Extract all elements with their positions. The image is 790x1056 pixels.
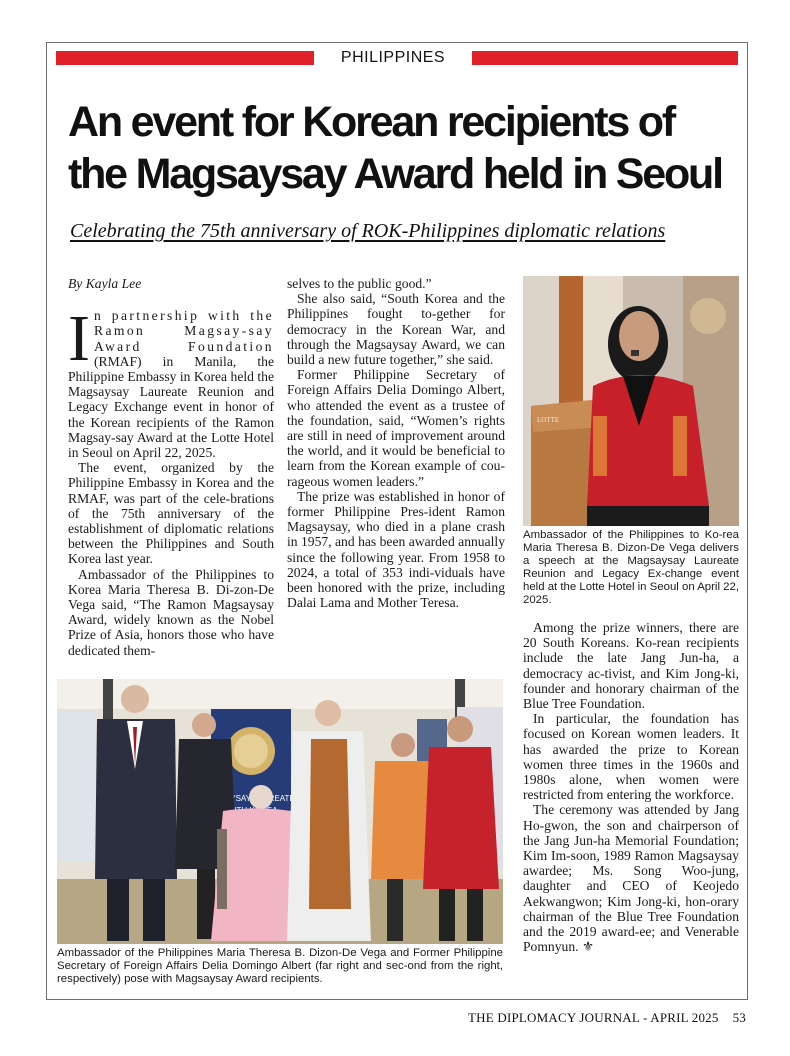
paragraph: Former Philippine Secretary of Foreign Affairs Delia Domingo Albert, who attended the event as a trustee of the foundation, said, “Women’s rights are still in need of improvement around the world, and it would be beneficial to learn from the Korean example of cou-rageous women leaders.” [287, 367, 505, 489]
page-number: 53 [732, 1010, 746, 1025]
paragraph: In particular, the foundation has focused on Korean women leaders. It has awarded the prize to Korean women three times in the 1960s and 1980s alone, when women were restricted from entering the workforce. [523, 711, 739, 803]
section-label: PHILIPPINES [340, 49, 446, 66]
byline: By Kayla Lee [68, 276, 142, 291]
paragraph [523, 802, 739, 954]
paragraph: Among the prize winners, there are 20 South Koreans. Ko-rean recipients include the late Jang Jun-ha, a democracy ac-tivist, and Kim Jong-ki, founder and honorary chairman of the Blue Tree Foundation. [523, 620, 739, 712]
page-footer [400, 1010, 746, 1026]
ambassador-speech-illustration [523, 276, 739, 526]
paragraph: selves to the public good.” [287, 276, 432, 291]
ambassador-speech-photo [523, 276, 739, 526]
lead-text: (RMAF) in Manila, the Philippine Embassy in Korea held the Magsaysay Laureate Reunion and Legacy Exchange event in honor of the Korean recipients of the Ramon Magsay-say Award at the Lotte Hotel in Seoul on April 22, 2025. [68, 353, 274, 461]
article-column-3 [523, 620, 739, 954]
paragraph: She also said, “South Korea and the Philippines fought to-gether for democracy in the Korean War, and through the Magsaysay Award, we can build a new future together,” she said. [287, 291, 505, 368]
paragraph: Ambassador of the Philippines to Korea Maria Theresa B. Di-zon-De Vega said, “The Ramon Magsaysay Award, widely known as the Nobel Prize of Asia, honors those who have dedicated them- [68, 566, 274, 658]
paragraph-text: The ceremony was attended by Jang Ho-gwon, the son and chairperson of the Jang Jun-ha Memorial Foundation; Kim Im-soon, 1989 Ramon Magsaysay awardee; Ms. Song Woo-jung, daughter and CEO of Keojedo Aekwangwon; Kim Jong-ki, hon-orary chairman of the Blue Tree Foundation and the 2019 award-ee; and Venerable Pomnyun. [523, 802, 739, 955]
section-header [56, 48, 738, 68]
banner-text-1: LAUREATES [253, 794, 301, 803]
section-bar-left [56, 51, 314, 65]
lead-paragraph [68, 302, 274, 461]
section-bar-right [472, 51, 738, 65]
group-photo [57, 679, 503, 944]
drop-cap: I [68, 302, 90, 376]
ambassador-photo-caption: Ambassador of the Philippines to Ko-rea Maria Theresa B. Dizon-De Vega delivers a speech at the Magsaysay Laureate Reunion and Legacy Ex-change event held at the Lotte Hotel in Seoul on April 22, 2025. [523, 529, 739, 606]
article-column-2 [287, 276, 505, 610]
group-photo-illustration [57, 679, 503, 944]
headline-line-2: the Magsaysay Award held in Seoul [68, 150, 722, 198]
subheadline: Celebrating the 75th anniversary of ROK-Philippines diplomatic relations [70, 220, 666, 242]
podium-logo-text: LOTTE [537, 416, 560, 424]
end-mark-icon: ⚜ [581, 939, 595, 955]
article-column-1 [68, 276, 274, 658]
paragraph: The event, organized by the Philippine Embassy in Korea and the RMAF, was part of the cele-brations of the 75th anniversary of the establishment of diplomatic relations between the Philippines and South Korea last year. [68, 460, 274, 567]
headline-line-1: An event for Korean recipients of [68, 98, 674, 146]
publication-name: THE DIPLOMACY JOURNAL - APRIL 2025 [468, 1010, 719, 1025]
headline [68, 96, 738, 200]
paragraph: The prize was established in honor of former Philippine Pres-ident Ramon Magsaysay, who died in a plane crash in 1957, and has been awarded annually since the following year. From 1958 to 2024, a total of 353 indi-viduals have been honored with the prize, including Dalai Lama and Mother Teresa. [287, 488, 505, 611]
group-photo-caption: Ambassador of the Philippines Maria Theresa B. Dizon-De Vega and Former Philippine Secretary of Foreign Affairs Delia Domingo Albert (far right and sec-ond from the right, respectively) pose with Magsaysay Award recipients. [57, 947, 503, 985]
lead-spaced-text: n partnership with the Ramon Magsay-say Award Foundation [93, 308, 274, 354]
